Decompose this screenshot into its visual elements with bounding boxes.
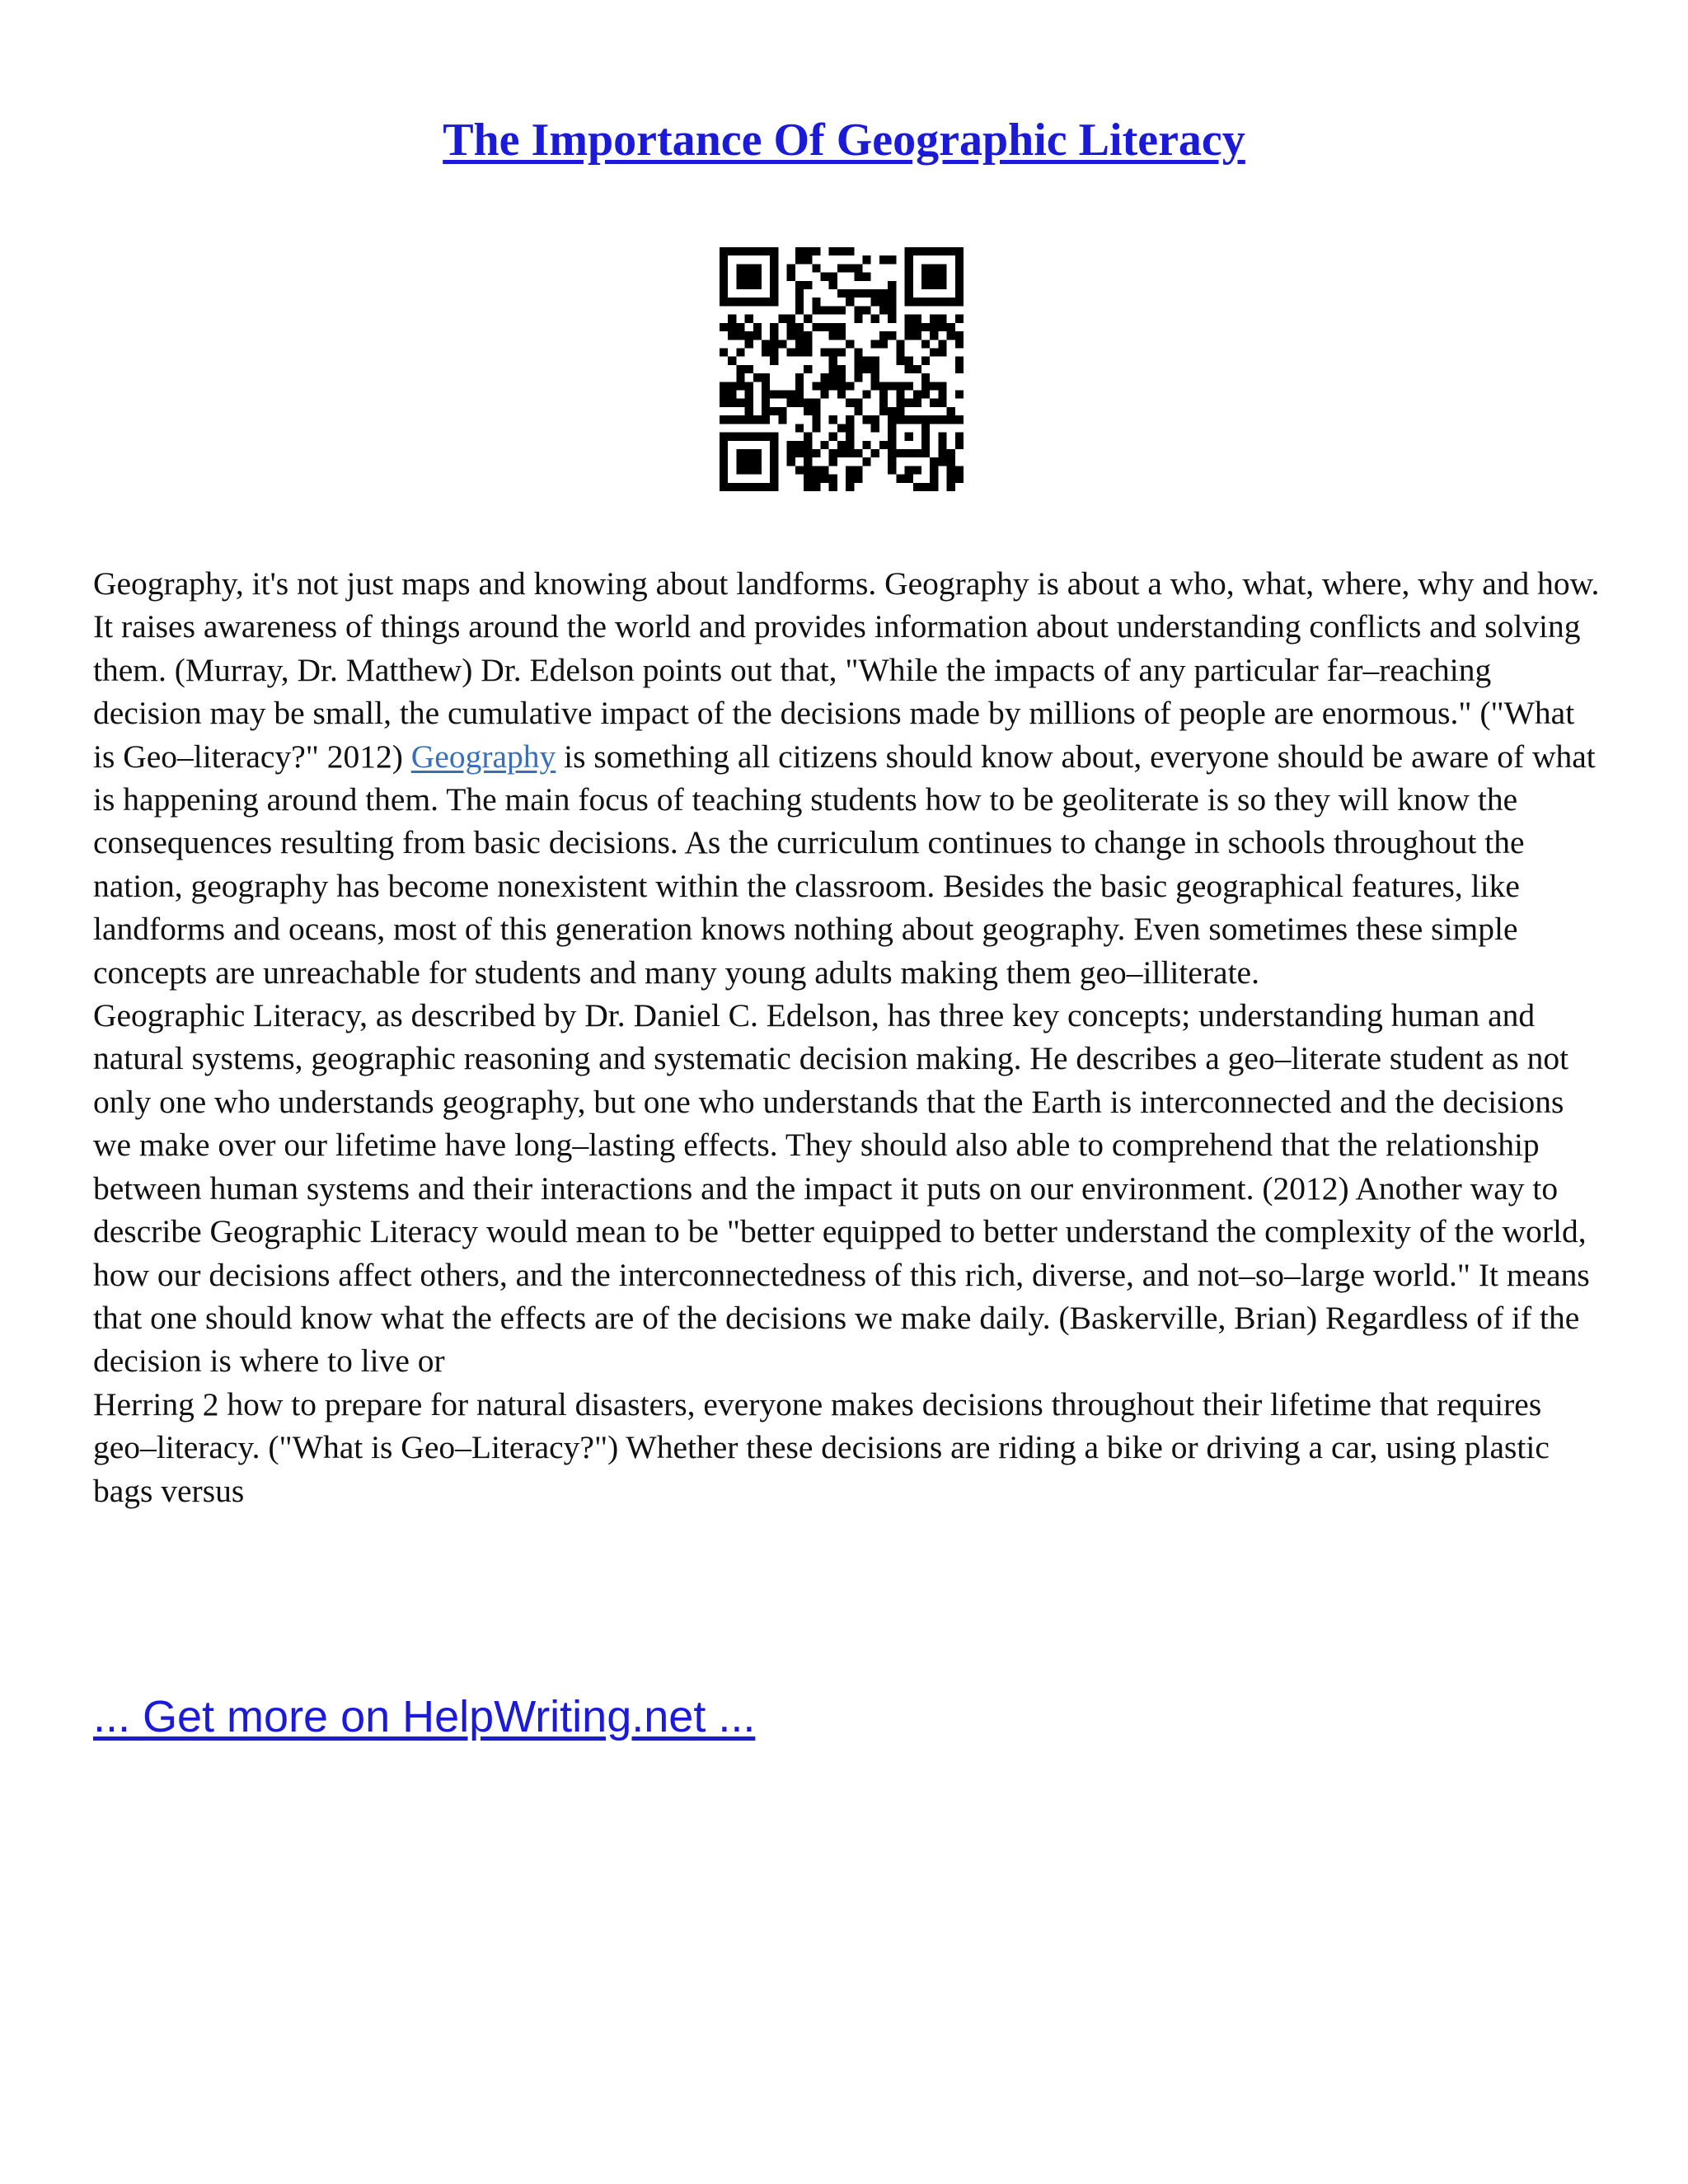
paragraph-2: Geographic Literacy, as described by Dr. Daniel C. Edelson, has three key concepts; understanding human and natural systems, geographic reasoning and systematic decision making. He describes a geo–literate student as not only one who understands geography, but one who understands that the Earth is interconnected and the decisions we make over our lifetime have long–lasting effects. They should also able to comprehend that the relationship between human systems and their interactions and the impact it puts on our environment. (2012) Another way to describe Geographic Literacy would mean to be "better equipped to better understand the complexity of the world, how our decisions affect others, and the interconnectedness of this rich, diverse, and not–so–large world." It means that one should know what the effects are of the decisions we make daily. (Baskerville, Brian) Regardless of if the decision is where to live or [93,997,1590,1380]
page-title-link[interactable]: The Importance Of Geographic Literacy [443,115,1245,166]
paragraph-1-text-a: Geography, it's not just maps and knowing about landforms. Geography is about a who, what, where, why and how. It raises awareness of things around the world and provides information about understanding conflicts and solving them. (Murray, Dr. Matthew) Dr. Edelson points out that, "While the impacts of any particular far–reaching decision may be small, the cumulative impact of the decisions made by millions of people are enormous." ("What is Geo–literacy?" 2012) [93,565,1600,775]
qr-code-icon [720,247,964,491]
paragraph-1-text-b: is something all citizens should know about, everyone should be aware of what is happening around them. The main focus of teaching students how to be geoliterate is so they will know the consequences resulting from basic decisions. As the curriculum continues to change in schools throughout the nation, geography has become nonexistent within the classroom. Besides the basic geographical features, like landforms and oceans, most of this generation knows nothing about geography. Even sometimes these simple concepts are unreachable for students and many young adults making them geo–illiterate. [93,738,1596,991]
get-more-link[interactable]: ... Get more on HelpWriting.net ... [93,1692,756,1741]
article-body [93,562,1601,1512]
paragraph-3: Herring 2 how to prepare for natural disasters, everyone makes decisions throughout their lifetime that requires geo–literacy. ("What is Geo–Literacy?") Whether these decisions are riding a bike or driving a car, using plastic bags versus [93,1385,1550,1509]
geography-link[interactable]: Geography [410,738,556,775]
paragraph-1 [93,562,1601,994]
title-container [0,114,1688,166]
